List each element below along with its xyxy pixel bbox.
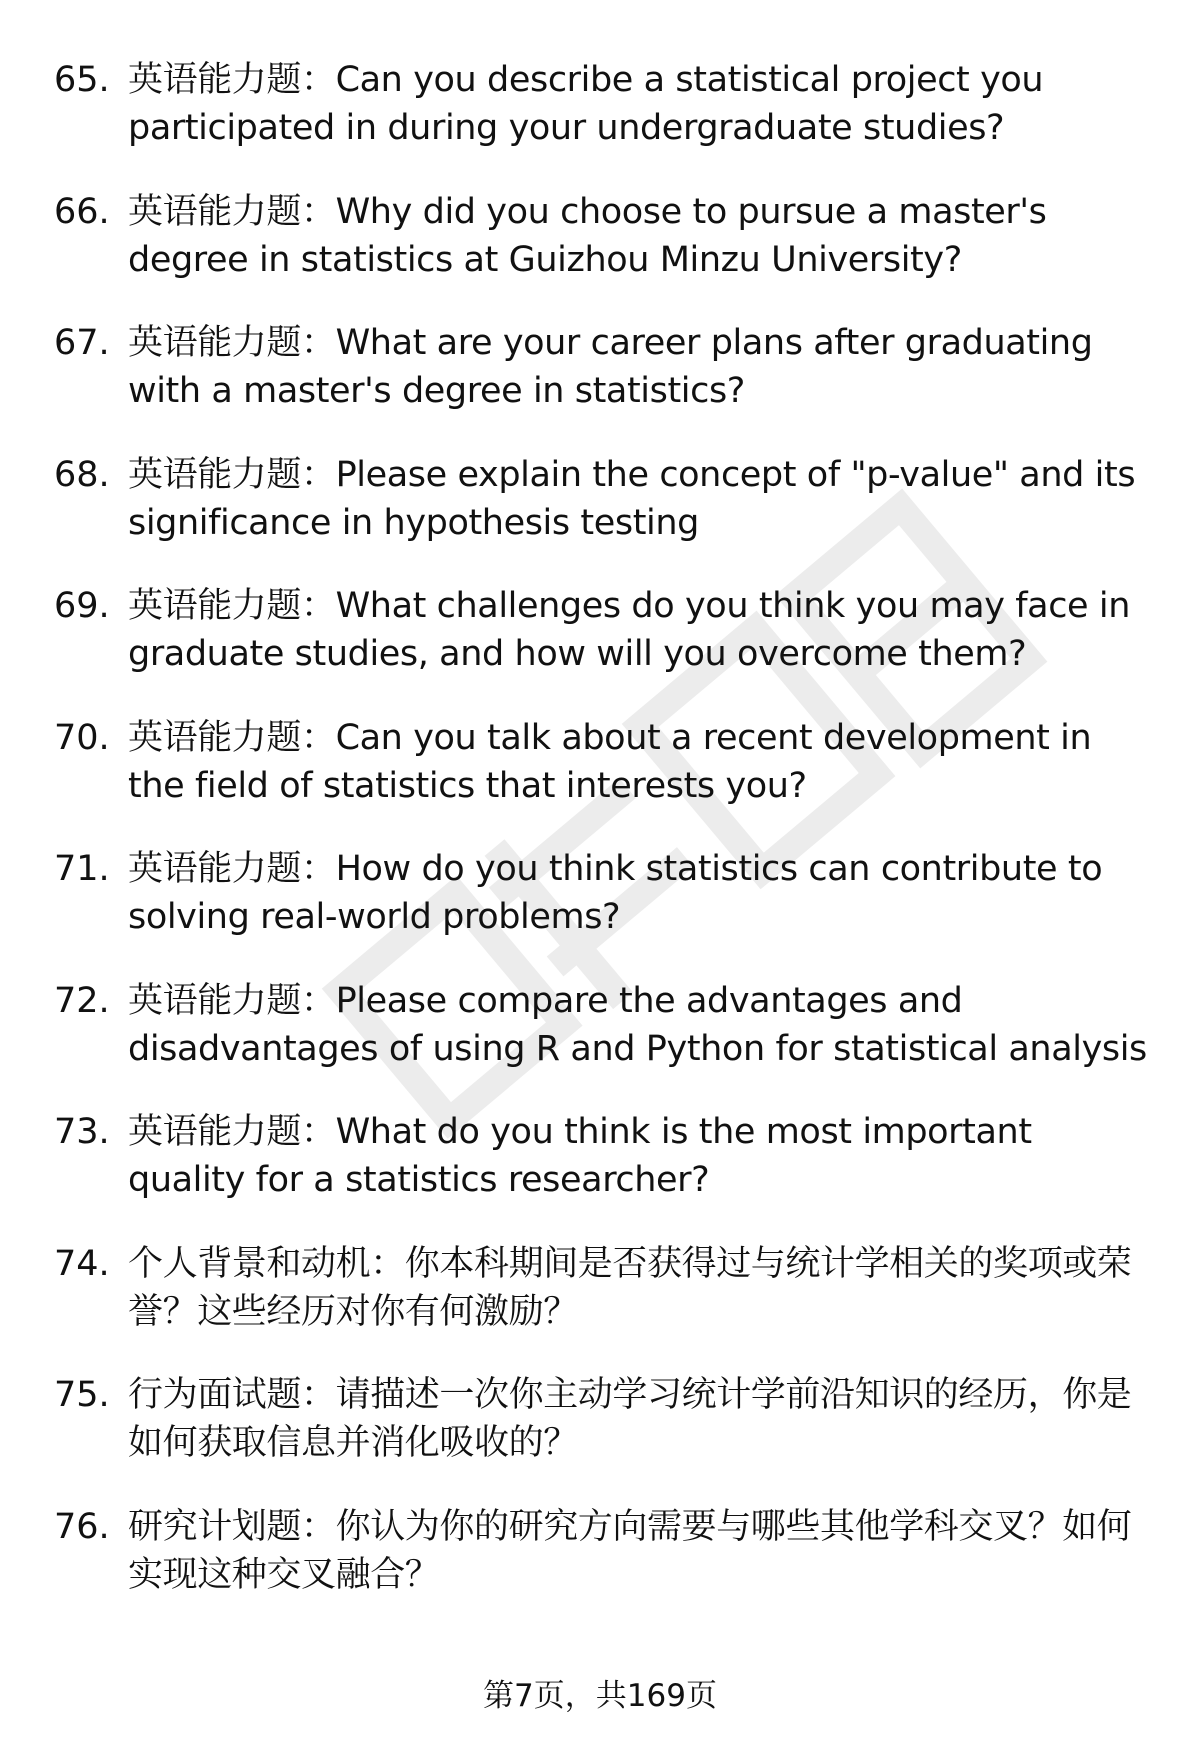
question-item: [0, 1108, 1200, 1240]
question-number: 68.: [54, 454, 110, 495]
question-item: [0, 582, 1200, 714]
question-item: [0, 1503, 1200, 1635]
question-number: 69.: [54, 586, 110, 626]
question-number: 70.: [54, 717, 110, 758]
page-footer: [0, 1672, 1200, 1720]
question-item: [0, 188, 1200, 320]
question-number: 76.: [54, 1506, 110, 1547]
question-text: 英语能力题：Please explain the concept of "p-value" and its significance in hypothesis testing: [128, 454, 1136, 543]
page-number-label: 第7页，共169页: [483, 1678, 717, 1714]
question-number: 67.: [54, 323, 110, 363]
question-text: 个人背景和动机：你本科期间是否获得过与统计学相关的奖项或荣誉？这些经历对你有何激励？: [128, 1243, 1132, 1332]
question-number: 65.: [54, 60, 110, 100]
question-number: 74.: [54, 1243, 110, 1284]
question-item: [0, 845, 1200, 977]
question-text: 英语能力题：How do you think statistics can contribute to solving real-world problems?: [128, 849, 1103, 937]
question-item: [0, 56, 1200, 188]
question-number: 71.: [54, 849, 110, 889]
question-item: [0, 714, 1200, 846]
question-item: [0, 451, 1200, 583]
question-item: [0, 1371, 1200, 1503]
question-text: 英语能力题：Please compare the advantages and disadvantages of using R and Python for statistical analysis: [128, 980, 1147, 1069]
question-item: [0, 977, 1200, 1109]
question-item: [0, 319, 1200, 451]
question-text: 英语能力题：What do you think is the most important quality for a statistics researcher?: [128, 1112, 1032, 1200]
question-list: [0, 56, 1200, 1634]
question-text: 英语能力题：Can you describe a statistical project you participated in during your undergraduate studies?: [128, 60, 1044, 148]
question-text: 英语能力题：What challenges do you think you may face in graduate studies, and how will you overcome them?: [128, 586, 1131, 674]
question-number: 73.: [54, 1112, 110, 1152]
question-number: 72.: [54, 980, 110, 1021]
question-number: 75.: [54, 1375, 110, 1415]
question-text: 研究计划题：你认为你的研究方向需要与哪些其他学科交叉？如何实现这种交叉融合？: [128, 1506, 1132, 1595]
question-number: 66.: [54, 191, 110, 232]
question-item: [0, 1240, 1200, 1372]
question-text: 行为面试题：请描述一次你主动学习统计学前沿知识的经历，你是如何获取信息并消化吸收的？: [128, 1375, 1132, 1463]
question-text: 英语能力题：What are your career plans after graduating with a master's degree in statistics?: [128, 323, 1093, 411]
question-text: 英语能力题：Why did you choose to pursue a master's degree in statistics at Guizhou Minzu University?: [128, 191, 1047, 280]
question-text: 英语能力题：Can you talk about a recent development in the field of statistics that interests you?: [128, 717, 1092, 806]
